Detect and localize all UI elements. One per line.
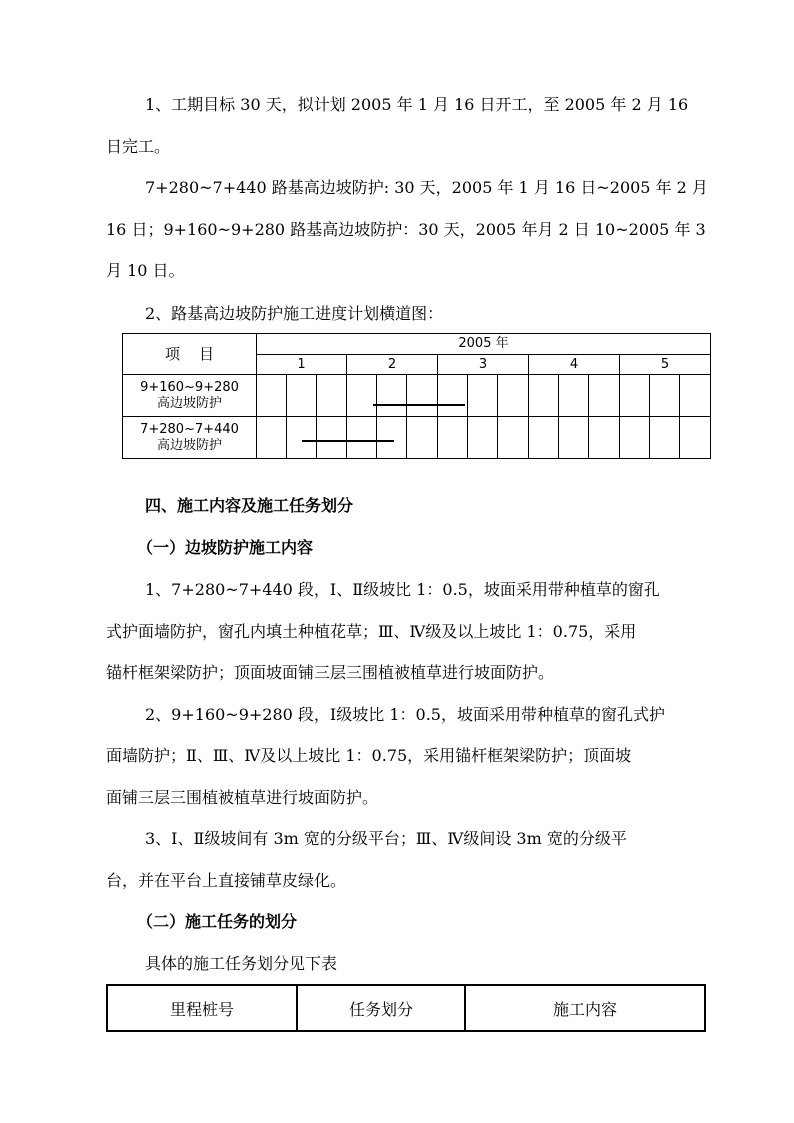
task-table — [106, 984, 706, 1032]
task-intro: 具体的施工任务划分见下表 — [145, 954, 338, 973]
item3-line2: 台，并在平台上直接铺草皮绿化。 — [106, 871, 347, 890]
item3-line1: 3、Ⅰ、Ⅱ级坡间有 3m 宽的分级平台；Ⅲ、Ⅳ级间设 3m 宽的分级平 — [145, 829, 627, 848]
para1-line1: 1、工期目标 30 天，拟计划 2005 年 1 月 16 日开工，至 2005 年 2 月 16 — [145, 95, 689, 114]
para2-line2: 16 日；9+160~9+280 路基高边坡防护：30 天，2005 年月 2 日 10~2005 年 3 — [106, 220, 706, 239]
item2-line3: 面铺三层三围植被植草进行坡面防护。 — [106, 788, 379, 807]
gantt-month-1: 1 — [257, 355, 347, 375]
gantt-row-title: 高边坡防护 — [156, 395, 222, 411]
section4-heading: 四、施工内容及施工任务划分 — [145, 496, 354, 515]
item1-line2: 式护面墙防护，窗孔内填土种植花草；Ⅲ、Ⅳ级及以上坡比 1：0.75，采用 — [106, 622, 637, 641]
gantt-month-2: 2 — [347, 355, 438, 375]
para1-line2: 日完工。 — [106, 137, 171, 156]
item2-line2: 面墙防护；Ⅱ、Ⅲ、Ⅳ及以上坡比 1：0.75，采用锚杆框架梁防护；顶面坡 — [106, 746, 632, 765]
watermark — [305, 252, 321, 298]
gantt-row-title: 高边坡防护 — [156, 437, 222, 453]
sub2-heading: （二）施工任务的划分 — [137, 912, 298, 931]
para2-line1: 7+280~7+440 路基高边坡防护: 30 天，2005 年 1 月 16 日~2005 年 2 月 — [145, 178, 708, 197]
gantt-month-3: 3 — [438, 355, 529, 375]
gantt-month-5: 5 — [620, 355, 711, 375]
gantt-row-station: 7+280~7+440 — [140, 421, 239, 437]
gantt-row-station: 9+160~9+280 — [140, 379, 239, 395]
gantt-row-label — [123, 417, 257, 459]
sub1-heading: （一）边坡防护施工内容 — [137, 538, 314, 557]
task-header-station: 里程桩号 — [107, 985, 297, 1031]
gantt-item-header — [123, 334, 257, 375]
task-header-division: 任务划分 — [297, 985, 465, 1031]
task-header-content: 施工内容 — [465, 985, 705, 1031]
gantt-bar-9160 — [373, 404, 465, 406]
gantt-caption: 2、路基高边坡防护施工进度计划横道图： — [145, 304, 444, 323]
gantt-item-header-label: 项 目 — [164, 345, 215, 363]
item1-line1: 1、7+280~7+440 段，Ⅰ、Ⅱ级坡比 1：0.5，坡面采用带种植草的窗孔 — [145, 580, 660, 599]
gantt-row-label — [123, 375, 257, 417]
item2-line1: 2、9+160~9+280 段，Ⅰ级坡比 1：0.5，坡面采用带种植草的窗孔式护 — [145, 705, 665, 724]
gantt-table — [122, 333, 711, 459]
gantt-month-4: 4 — [529, 355, 620, 375]
para2-line3: 月 10 日。 — [106, 261, 185, 280]
gantt-bar-7280 — [302, 440, 394, 442]
item1-line3: 锚杆框架梁防护；顶面坡面铺三层三围植被植草进行坡面防护。 — [106, 663, 555, 682]
gantt-year-header: 2005 年 — [257, 334, 711, 355]
